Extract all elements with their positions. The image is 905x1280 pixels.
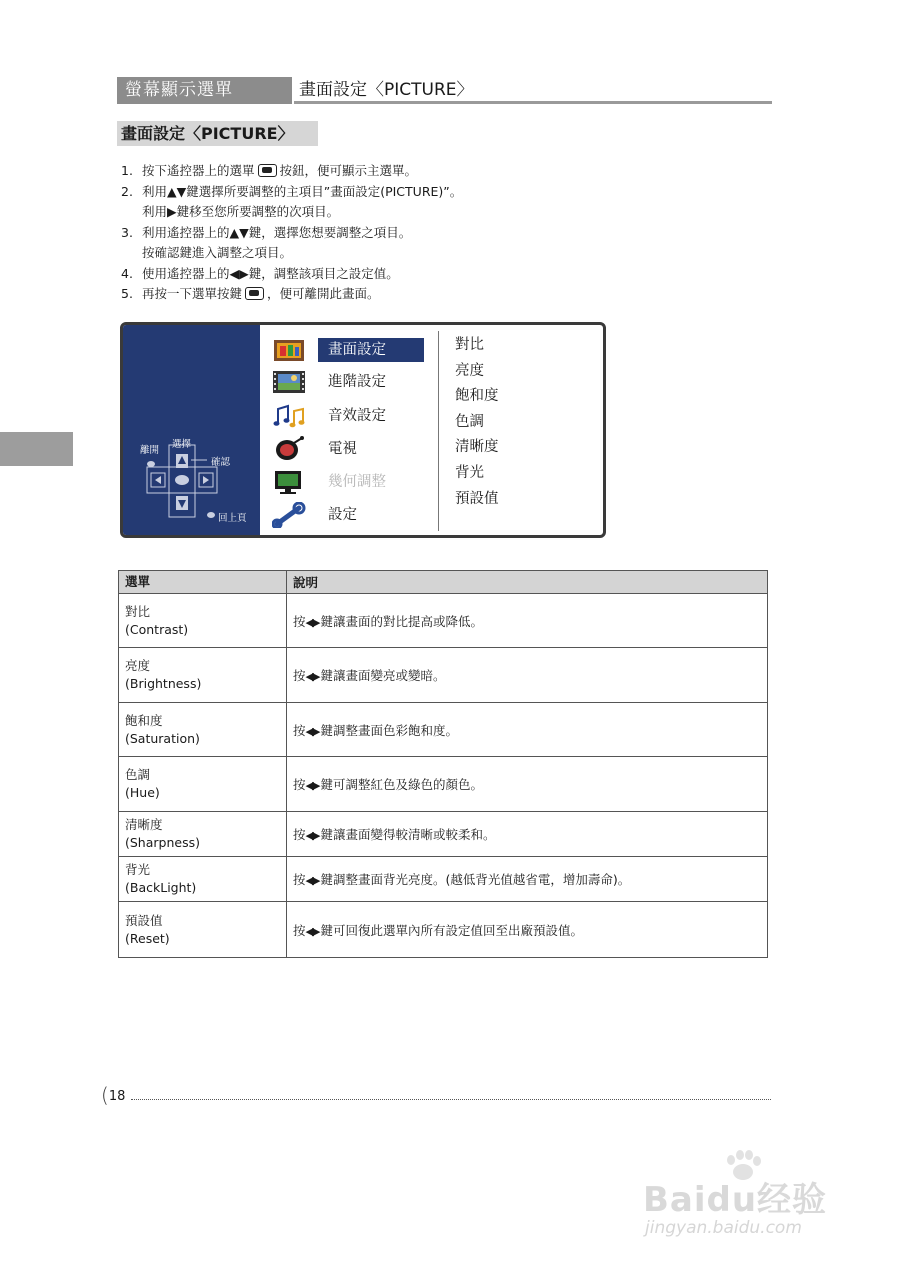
settings-table: [118, 570, 768, 958]
header-page-title: 畫面設定〈PICTURE〉: [299, 80, 474, 100]
left-right-arrow-icon: ◀▶: [305, 670, 319, 683]
left-right-arrow-icon: ◀▶: [305, 874, 319, 887]
osd-sub-item: 對比: [455, 337, 484, 353]
osd-sub-item: 清晰度: [455, 439, 499, 456]
picture-icon: [272, 337, 306, 363]
watermark-url: jingyan.baidu.com: [645, 1218, 802, 1238]
left-right-arrow-icon: ◀▶: [305, 724, 319, 738]
chapter-side-tab: [0, 432, 73, 466]
osd-sub-item: 色調: [455, 413, 484, 430]
music-notes-icon: [272, 403, 306, 429]
table-row: 飽和度 (Saturation) 按◀▶ 鍵調整畫面色彩飽和度。: [119, 703, 768, 757]
step-3: 3. 利用遙控器上的▲▼鍵，選擇您想要調整之項目。 按確認鍵進入調整之項目。: [121, 224, 412, 260]
osd-main-menu: [260, 325, 438, 535]
osd-menu-illustration: [120, 322, 606, 538]
remote-dpad-icon: [123, 325, 260, 535]
nav-confirm-label: 確認: [211, 457, 231, 468]
osd-sub-item: 預設值: [455, 490, 499, 507]
table-row: 亮度 (Brightness) 按◀▶ 鍵讓畫面變亮或變暗。: [119, 648, 768, 703]
osd-sub-item: 背光: [455, 464, 484, 481]
monitor-icon: [272, 469, 306, 495]
watermark: [643, 1150, 853, 1250]
osd-item-picture: 畫面設定: [260, 335, 438, 365]
table-row: 色調 (Hue) 按◀▶ 鍵可調整紅色及綠色的顏色。: [119, 757, 768, 812]
column-header-description: 說明: [287, 571, 768, 594]
osd-item-geometry: 幾何調整: [260, 467, 438, 497]
footer-dotted-rule: [131, 1099, 771, 1100]
osd-sub-menu: [455, 333, 499, 512]
column-header-menu: 選單: [119, 571, 287, 594]
film-icon: [272, 369, 306, 395]
nav-back-label: 回上頁: [218, 513, 247, 524]
menu-button-icon: [245, 287, 264, 300]
osd-sub-item: 亮度: [455, 362, 484, 379]
step-5: 5. 再按一下選單按鍵 ，便可離開此畫面。: [121, 286, 380, 301]
left-right-arrow-icon: ◀▶: [305, 779, 319, 792]
nav-exit-label: 離開: [140, 445, 160, 456]
section-title: 畫面設定〈PICTURE〉: [117, 121, 318, 146]
left-right-arrow-icon: ◀▶: [305, 829, 319, 842]
table-row: 預設值 (Reset) 按◀▶ 鍵可回復此選單內所有設定值回至出廠預設值。: [119, 902, 768, 958]
table-row: 對比 (Contrast) 按◀▶ 鍵讓畫面的對比提高或降低。: [119, 594, 768, 648]
osd-sub-item: 飽和度: [455, 388, 499, 405]
tv-antenna-icon: [272, 436, 306, 462]
table-row: 清晰度 (Sharpness) 按◀▶ 鍵讓畫面變得較清晰或較柔和。: [119, 812, 768, 857]
left-right-arrow-icon: ◀▶: [305, 615, 319, 629]
osd-item-tv: 電視: [260, 434, 438, 464]
osd-item-advanced: 進階設定: [260, 367, 438, 397]
remote-nav-panel: [123, 325, 260, 535]
table-row: 背光 (BackLight) 按◀▶ 鍵調整畫面背光亮度。(越低背光值越省電，增加壽命)。: [119, 857, 768, 902]
table-header-row: [119, 571, 768, 594]
step-2: 2. 利用▲▼鍵選擇所要調整的主項目”畫面設定(PICTURE)”。 利用▶鍵移至您所要調整的次項目。: [121, 183, 463, 219]
osd-item-audio: 音效設定: [260, 401, 438, 431]
step-4: 4. 使用遙控器上的◀▶鍵，調整該項目之設定值。: [121, 265, 399, 281]
header-rule: [294, 101, 772, 104]
wrench-icon: [272, 502, 306, 528]
step-1: 1. 按下遙控器上的選單 按鈕，便可顯示主選單。: [121, 163, 418, 178]
page-number: (18: [101, 1083, 126, 1107]
instruction-list: [121, 161, 761, 305]
osd-item-settings: 設定: [260, 500, 438, 530]
nav-select-label: 選擇: [172, 439, 192, 450]
left-right-arrow-icon: ◀▶: [305, 924, 319, 938]
menu-button-icon: [258, 164, 277, 177]
watermark-logo: Baidu经验: [643, 1180, 828, 1220]
header-section-label: 螢幕顯示選單: [117, 77, 292, 104]
osd-divider: [438, 331, 439, 531]
